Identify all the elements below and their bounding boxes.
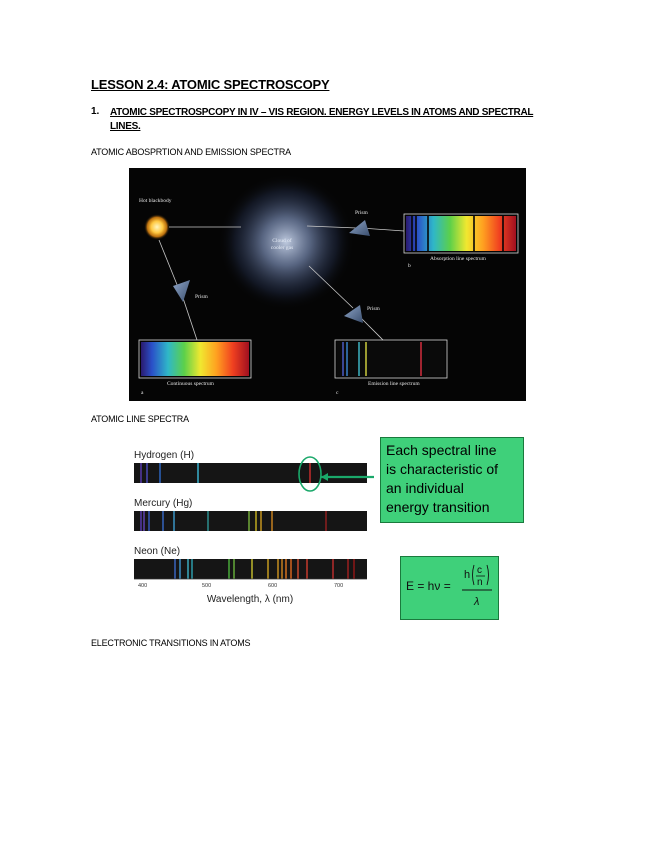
cloud-label-line1: Cloud of: [272, 238, 292, 244]
formula-n: n: [477, 577, 483, 588]
emission-spectrum: [337, 342, 445, 376]
tick-700: 700: [334, 583, 344, 589]
prism-top-label: Prism: [355, 210, 368, 216]
hot-blackbody: [144, 214, 170, 240]
callout-line1: Each spectral line: [386, 442, 497, 458]
wavelength-axis-label: Wavelength, λ (nm): [206, 594, 294, 605]
emission-caption: Emission line spectrum: [368, 381, 420, 387]
neon-label: Neon (Ne): [134, 546, 181, 557]
energy-formula-box: [400, 556, 499, 620]
formula-paren-right: [487, 565, 489, 585]
prism-right: [344, 305, 363, 323]
section-title: ATOMIC SPECTROSPCOPY IN IV – VIS REGION. ENERGY LEVELS IN ATOMS AND SPECTRAL LINES.: [110, 107, 534, 132]
mercury-label: Mercury (Hg): [134, 498, 193, 509]
prism-left: [173, 280, 190, 302]
tick-400: 400: [138, 583, 148, 589]
formula-h: h: [464, 569, 471, 581]
hydrogen-label: Hydrogen (H): [134, 450, 195, 461]
prism-left-label: Prism: [195, 294, 208, 300]
formula-lambda: λ: [474, 596, 480, 608]
spectral-line-callout: [380, 437, 524, 523]
ray-left-prism-to-continuous: [183, 298, 197, 340]
section-number: 1.: [91, 106, 100, 117]
absorption-caption: Absorption line spectrum: [430, 256, 486, 262]
absorption-spectrum: [406, 216, 516, 251]
hot-blackbody-label: Hot blackbody: [139, 198, 172, 204]
cloud-label-line2: cooler gas: [270, 245, 294, 251]
ray-to-left-prism: [159, 240, 180, 292]
hydrogen-highlight-ellipse: [299, 457, 321, 491]
panel-c-label: c: [336, 390, 339, 396]
continuous-spectrum: [141, 342, 249, 376]
callout-line4: energy transition: [386, 499, 490, 515]
prism-right-label: Prism: [367, 306, 380, 312]
formula-lhs: E = hν =: [406, 579, 451, 593]
formula-paren-left: [473, 565, 475, 585]
neon-strip: [134, 559, 367, 579]
callout-line2: is characteristic of: [386, 461, 499, 477]
panel-a-label: a: [141, 390, 144, 396]
continuous-caption: Continuous spectrum: [167, 381, 214, 387]
subheading-absorption-emission: ATOMIC ABOSPRTION AND EMISSION SPECTRA: [91, 147, 291, 157]
callout-arrow: [290, 450, 385, 500]
subheading-transitions: ELECTRONIC TRANSITIONS IN ATOMS: [91, 638, 251, 648]
lesson-title: LESSON 2.4: ATOMIC SPECTROSCOPY: [91, 77, 330, 92]
formula-c: c: [477, 565, 482, 576]
mercury-strip: [134, 511, 367, 531]
tick-500: 500: [202, 583, 212, 589]
callout-line3: an individual: [386, 480, 464, 496]
subheading-line-spectra: ATOMIC LINE SPECTRA: [91, 414, 189, 424]
absorption-emission-figure: [129, 168, 526, 401]
tick-600: 600: [268, 583, 278, 589]
panel-b-label: b: [408, 263, 411, 269]
